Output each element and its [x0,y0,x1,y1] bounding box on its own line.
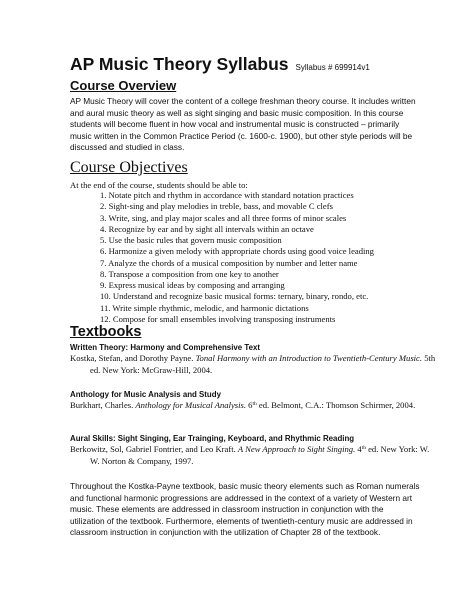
citation-edition-sup: th [252,401,257,407]
list-item: 3. Write, sing, and play major scales and all three forms of minor scales [100,212,347,223]
list-item: 11. Write simple rhythmic, melodic, and harmonic dictations [100,302,309,313]
objectives-list [100,190,374,325]
citation-title: Anthology for Musical Analysis. [135,400,247,410]
list-item: 1. Notate pitch and rhythm in accordance with standard notation practices [100,190,354,200]
course-overview-heading: Course Overview [70,78,177,93]
list-item: 4. Recognize by ear and by sight all intervals within an octave [100,223,314,234]
syllabus-number: Syllabus # 699914v1 [295,63,370,72]
list-item: 6. Harmonize a given melody with appropriate chords using good voice leading [100,246,374,257]
citation-edition: 5th ed. New York: McGraw-Hill, 2004. [90,353,436,375]
citation-author: Berkowitz, Sol, Gabriel Fontrier, and Leo Kraft. [70,444,236,454]
citation-title: A New Approach to Sight Singing. [237,444,356,454]
list-item: 7. Analyze the chords of a musical composition by number and letter name [100,257,358,268]
textbook-citation [70,444,440,467]
citation-edition-rest: ed. Belmont, C.A.: Thomson Schirmer, 2004. [256,400,416,410]
course-overview-text: AP Music Theory will cover the content of a college freshman theory course. It includes written and aural music theory as well as sight singing and basic music composition. In this course students will become fluent in how vocal and instrumental music is constructed – primarily music written in the Common Practice Period (c. 1600-c. 1900), but other style periods will be discussed and studied in class. [70,96,416,152]
citation-edition-sup: th [361,445,366,451]
citation-edition-rest: ed. New York: W. W. Norton & Company, 1997. [90,444,430,466]
list-item: 2. Sight-sing and play melodies in treble, bass, and movable C clefs [100,201,333,212]
list-item: 5. Use the basic rules that govern music composition [100,235,282,245]
textbook-label: Anthology for Music Analysis and Study [70,390,221,399]
citation-author: Kostka, Stefan, and Dorothy Payne. [70,353,194,363]
citation-edition: 4 [357,444,362,454]
citation-edition: 6 [248,400,253,410]
textbook-label: Aural Skills: Sight Singing, Ear Trainging, Keyboard, and Rhythmic Reading [70,434,355,443]
textbooks-heading: Textbooks [70,324,142,340]
citation-title: Tonal Harmony with an Introduction to Twentieth-Century Music. [195,353,423,363]
citation-author: Burkhart, Charles. [70,400,134,410]
list-item: 8. Transpose a composition from one key to another [100,268,279,279]
textbooks-closing-text: Throughout the Kostka‑Payne textbook, basic music theory elements such as Roman numerals and functional harmonic progressions are addressed in the context of a variety of Western art music. These elements are addressed in classroom instruction in conjunction with the utilization of the textbook. Furthermore, elements of twentieth-century music are addressed in classroom instruction in conjunction with the utilization of Chapter 28 of the textbook. [70,481,420,537]
title-row [70,54,370,75]
textbook-label: Written Theory: Harmony and Comprehensive Text [70,343,260,352]
course-objectives-heading: Course Objectives [70,159,188,176]
textbook-citation [70,400,440,412]
textbook-citation [70,353,440,376]
list-item: 12. Compose for small ensembles involving transposing instruments [100,313,336,324]
page-title: AP Music Theory Syllabus [70,54,289,74]
list-item: 9. Express musical ideas by composing and arranging [100,280,285,290]
objectives-intro: At the end of the course, students should be able to: [70,180,248,190]
list-item: 10. Understand and recognize basic musical forms: ternary, binary, rondo, etc. [100,291,369,302]
